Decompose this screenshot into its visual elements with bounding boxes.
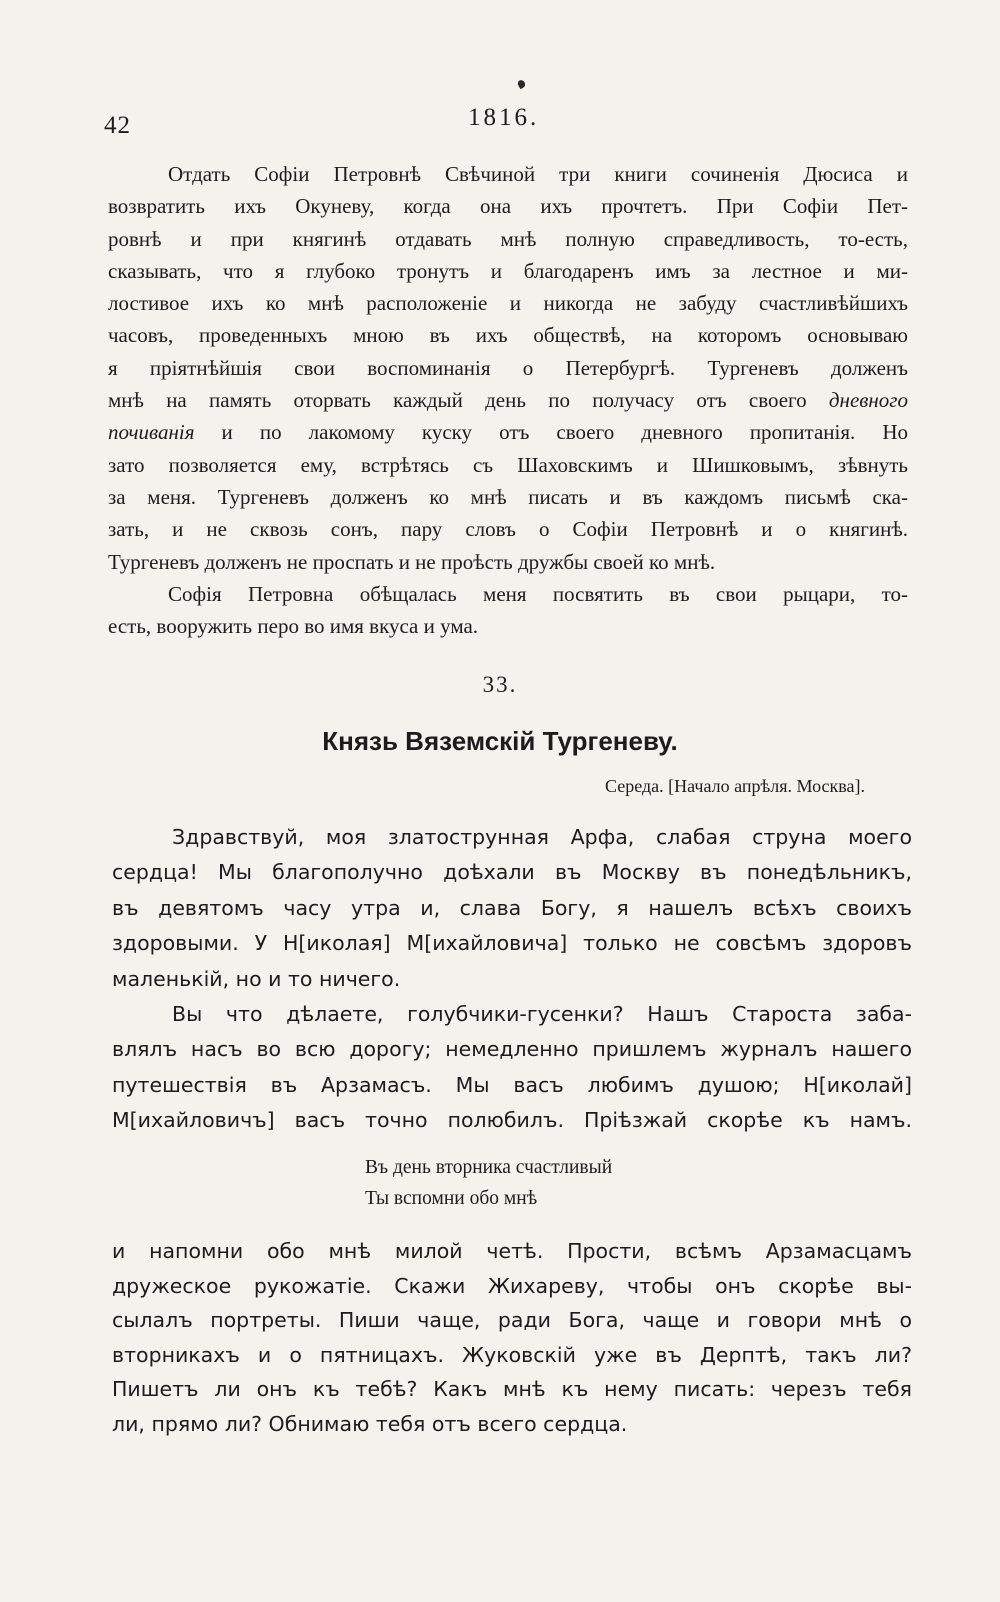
text-line: Вы что дѣлаете, голубчики-гусенки? Нашъ Староста заба- [172,1002,912,1027]
text-line: сказывать, что я глубоко тронутъ и благодаренъ имъ за лестное и ми- [108,258,908,283]
letter-date: Середа. [Начало апрѣля. Москва]. [605,776,865,796]
letter-title: Князь Вяземскій Тургеневу. [322,726,678,756]
text-line: вторникахъ и о пятницахъ. Жуковскій уже въ Дерптѣ, такъ ли? [112,1342,912,1367]
text-line: дружеское рукожатіе. Скажи Жихареву, чтобы онъ скорѣе вы- [112,1273,912,1298]
verse-line: Въ день вторника счастливый [365,1157,613,1178]
text-line: Тургеневъ долженъ не проспать и не проѣсть дружбы своей ко мнѣ. [108,549,716,574]
text-line: ровнѣ и при княгинѣ отдавать мнѣ полную справедливость, то-есть, [108,226,908,251]
text-line: путешествія въ Арзамасъ. Мы васъ любимъ душою; Н[иколай] [112,1072,912,1097]
text-line: здоровыми. У Н[иколая] М[ихайловича] только не совсѣмъ здоровъ [112,931,912,956]
text-line: мнѣ на память оторвать каждый день по получасу отъ своего дневного [108,388,908,413]
text-line: Здравствуй, моя златострунная Арфа, слабая струна моего [172,825,912,849]
verse-line: Ты вспомни обо мнѣ [365,1188,538,1209]
text-line: возвратить ихъ Окуневу, когда она ихъ прочтетъ. При Софіи Пет- [108,194,908,219]
text-line: есть, вооружить перо во имя вкуса и ума. [108,614,479,639]
text-line: я пріятнѣйшія свои воспоминанія о Петербургѣ. Тургеневъ долженъ [108,355,908,380]
text-line: лостивое ихъ ко мнѣ расположеніе и никогда не забуду счастливѣйшихъ [108,291,908,316]
text-line: Софія Петровна обѣщалась меня посвятить въ свои рыцари, то- [168,581,908,606]
letter-body [112,820,912,1139]
running-head-year: 1816. [468,104,540,131]
text-line: и напомни обо мнѣ милой четѣ. Прости, всѣмъ Арзамасцамъ [112,1239,912,1263]
text-line: зать, и не сквозь сонъ, пару словъ о Софіи Петровнѣ и о княгинѣ. [108,517,908,542]
text-line: зато позволяется ему, встрѣтясь съ Шаховскимъ и Шишковымъ, зѣвнуть [108,452,908,477]
text-line: почиванія и по лакомому куску отъ своего дневного пропитанія. Но [108,420,908,445]
text-line: ли, прямо ли? Обнимаю тебя отъ всего сердца. [112,1411,628,1436]
text-line: часовъ, проведенныхъ мною въ ихъ обществѣ, на которомъ основываю [108,323,908,348]
ink-speck [516,79,526,89]
text-line: Пишетъ ли онъ къ тебѣ? Какъ мнѣ къ нему писать: черезъ тебя [112,1377,912,1401]
text-line: сылалъ портреты. Пиши чаще, ради Бога, чаще и говори мнѣ о [112,1308,912,1332]
text-line: М[ихайловичъ] васъ точно полюбилъ. Пріѣзжай скорѣе къ намъ. [112,1108,912,1133]
text-line: въ девятомъ часу утра и, слава Богу, я нашелъ всѣхъ своихъ [112,895,912,920]
text-line: Отдать Софіи Петровнѣ Свѣчиной три книги сочиненія Дюсиса и [168,162,908,186]
verse-quote [365,1152,612,1214]
previous-letter-text [108,158,908,642]
text-line: за меня. Тургеневъ долженъ ко мнѣ писать и въ каждомъ письмѣ ска- [108,484,908,509]
text-line: сердца! Мы благополучно доѣхали въ Москву въ понедѣльникъ, [112,860,912,885]
letter-number: 33. [482,672,518,697]
page-number: 42 [104,112,131,139]
letter-body-continued [112,1234,912,1441]
text-line: маленькій, но и то ничего. [112,966,401,991]
text-line: влялъ насъ во всю дорогу; немедленно пришлемъ журналъ нашего [112,1037,912,1062]
